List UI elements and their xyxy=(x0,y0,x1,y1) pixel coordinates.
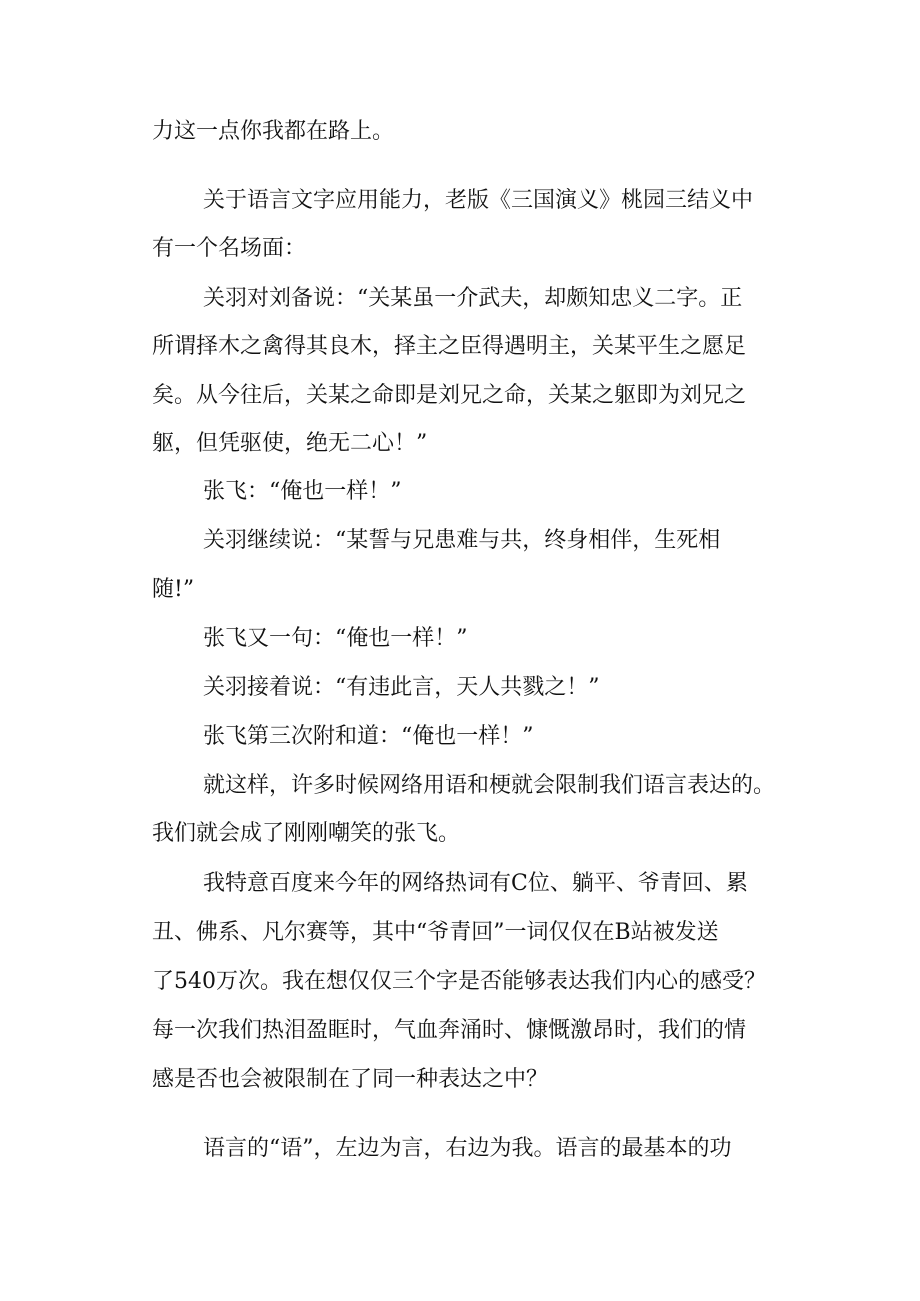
text-line-16: 我特意百度来今年的网络热词有C位、躺平、爷青回、累 xyxy=(203,871,748,896)
text-line-12: 关羽接着说：“有违此言，天人共戮之！” xyxy=(203,675,600,700)
text-line-18: 了540万次。我在想仅仅三个字是否能够表达我们内心的感受？ xyxy=(152,969,766,994)
text-line-20: 感是否也会被限制在了同一种表达之中？ xyxy=(152,1067,549,1092)
text-line-11: 张飞又一句：“俺也一样！” xyxy=(203,626,468,651)
text-line-10: 随!” xyxy=(152,577,195,602)
text-line-13: 张飞第三次附和道：“俺也一样！” xyxy=(203,724,534,749)
text-line-7: 躯，但凭驱使，绝无二心！” xyxy=(152,431,428,456)
text-line-21: 语言的“语”，左边为言，右边为我。语言的最基本的功 xyxy=(203,1136,732,1161)
text-line-14: 就这样，许多时候网络用语和梗就会限制我们语言表达的。 xyxy=(203,773,776,798)
text-line-5: 所谓择木之禽得其良木，择主之臣得遇明主，关某平生之愿足 xyxy=(152,334,747,359)
text-line-2: 关于语言文字应用能力，老版《三国演义》桃园三结义中 xyxy=(203,188,754,213)
text-line-19: 每一次我们热泪盈眶时，气血奔涌时、慷慨激昂时，我们的情 xyxy=(152,1018,747,1043)
text-line-3: 有一个名场面： xyxy=(152,236,307,261)
text-line-8: 张飞：“俺也一样！” xyxy=(203,479,402,504)
text-line-6: 矣。从今往后，关某之命即是刘兄之命，关某之躯即为刘兄之 xyxy=(152,383,747,408)
text-line-9: 关羽继续说：“某誓与兄患难与共，终身相伴，生死相 xyxy=(203,528,721,553)
text-line-4: 关羽对刘备说：“关某虽一介武夫，却颇知忠义二字。正 xyxy=(203,286,743,311)
text-line-15: 我们就会成了刚刚嘲笑的张飞。 xyxy=(152,821,461,846)
text-line-1: 力这一点你我都在路上。 xyxy=(152,119,395,144)
text-line-17: 丑、佛系、凡尔赛等，其中“爷青回”一词仅仅在B站被发送 xyxy=(152,920,719,945)
